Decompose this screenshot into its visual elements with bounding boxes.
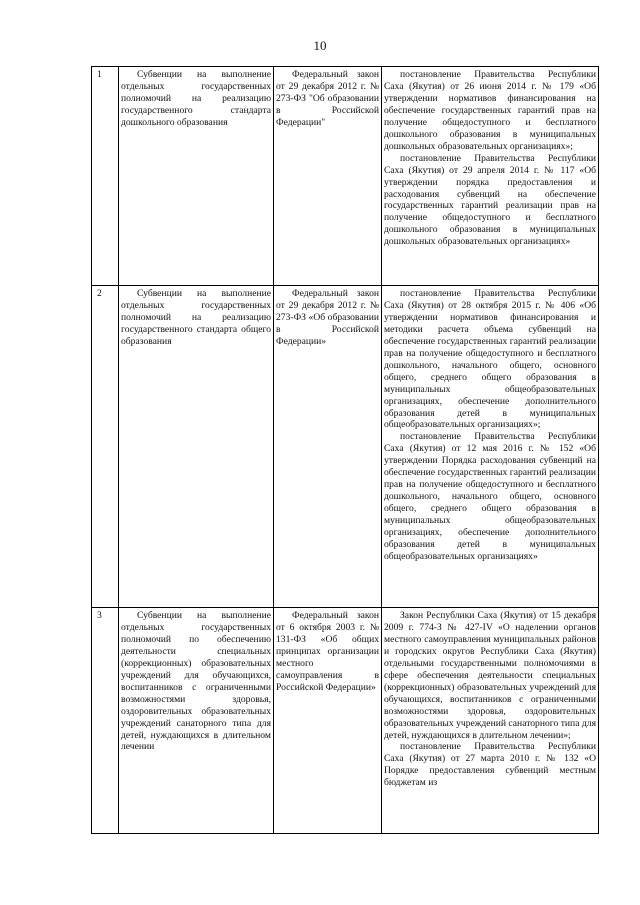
row-number: 3 bbox=[92, 608, 119, 834]
regional-acts bbox=[382, 67, 599, 286]
federal-law bbox=[274, 67, 382, 286]
law-text: Федеральный закон от 29 декабря 2012 г. № 273-ФЗ "Об образовании в Российской Федерации" bbox=[276, 69, 379, 128]
federal-law bbox=[274, 608, 382, 834]
subvention-name bbox=[119, 286, 274, 608]
regional-acts bbox=[382, 608, 599, 834]
regional-act: Закон Республики Саха (Якутия) от 15 декабря 2009 г. 774-З № 427-IV «О наделении органов местного самоуправления муниципальных районов и городских округов Республики Саха (Якутия) отдельными государственными полномочиями в сфере обеспечения деятельности специальных (коррекционных) образовательных учреждений для обучающихся, воспитанников с ограниченными возможностями здоровья, оздоровительных образовательных учреждений санаторного типа для детей, нуждающихся в длительном лечении»; bbox=[384, 610, 596, 741]
subvention-text: Субвенции на выполнение отдельных государственных полномочий по обеспечению деятельности специальных (коррекционных) образовательных учреждений для обучающихся, воспитанников с ограниченными возможностями здоровья, оздоровительных образовательных учреждений санаторного типа для детей, нуждающихся в длительном лечении bbox=[121, 610, 271, 753]
row-number: 1 bbox=[92, 67, 119, 286]
subvention-name bbox=[119, 608, 274, 834]
regional-act: постановление Правительства Республики Саха (Якутия) от 29 апреля 2014 г. № 117 «Об утверждении порядка предоставления и расходования субвенций на обеспечение государственных гарантий реализации прав на получение общедоступного и бесплатного дошкольного образования в муниципальных дошкольных образовательных организациях» bbox=[384, 152, 596, 248]
table-row bbox=[92, 286, 599, 608]
subvention-text: Субвенции на выполнение отдельных государственных полномочий на реализацию государственного стандарта общего образования bbox=[121, 288, 271, 347]
subvention-text: Субвенции на выполнение отдельных государственных полномочий на реализацию государственного стандарта дошкольного образования bbox=[121, 69, 271, 128]
subvention-name bbox=[119, 67, 274, 286]
table-row bbox=[92, 608, 599, 834]
row-number: 2 bbox=[92, 286, 119, 608]
regional-act: постановление Правительства Республики Саха (Якутия) от 27 марта 2010 г. № 132 «О Порядке предоставления субвенций местным бюджетам из bbox=[384, 741, 596, 789]
regional-acts bbox=[382, 286, 599, 608]
law-text: Федеральный закон от 6 октября 2003 г. № 131-ФЗ «Об общих принципах организации местного самоуправления в Российской Федерации» bbox=[276, 610, 379, 693]
regional-act: постановление Правительства Республики Саха (Якутия) от 12 мая 2016 г. № 152 «Об утверждении Порядка расходования субвенций на обеспечение государственных гарантий реализации прав на получение общедоступного и бесплатного дошкольного, начального общего, основного общего, среднего общего образования в муниципальных общеобразовательных организациях, обеспечение дополнительного образования детей в муниципальных общеобразовательных организациях» bbox=[384, 431, 596, 562]
table-row bbox=[92, 67, 599, 286]
regional-act: постановление Правительства Республики Саха (Якутия) от 28 октября 2015 г. № 406 «Об утверждении нормативов финансирования и методики расчета объема субвенций на обеспечение государственных гарантий реализации прав на получение общедоступного и бесплатного дошкольного, начального общего, основного общего, среднего общего образования в муниципальных общеобразовательных организациях, обеспечение дополнительного образования детей в муниципальных общеобразовательных организациях»; bbox=[384, 288, 596, 431]
subventions-table bbox=[91, 66, 599, 834]
federal-law bbox=[274, 286, 382, 608]
regional-act: постановление Правительства Республики Саха (Якутия) от 26 июня 2014 г. № 179 «Об утверждении нормативов финансирования на обеспечение государственных гарантий прав на получение общедоступного и бесплатного дошкольного образования в муниципальных дошкольных образовательных организациях»; bbox=[384, 69, 596, 152]
page-number: 10 bbox=[313, 38, 327, 53]
law-text: Федеральный закон от 29 декабря 2012 г. № 273-ФЗ «Об образовании в Российской Федерации» bbox=[276, 288, 379, 347]
